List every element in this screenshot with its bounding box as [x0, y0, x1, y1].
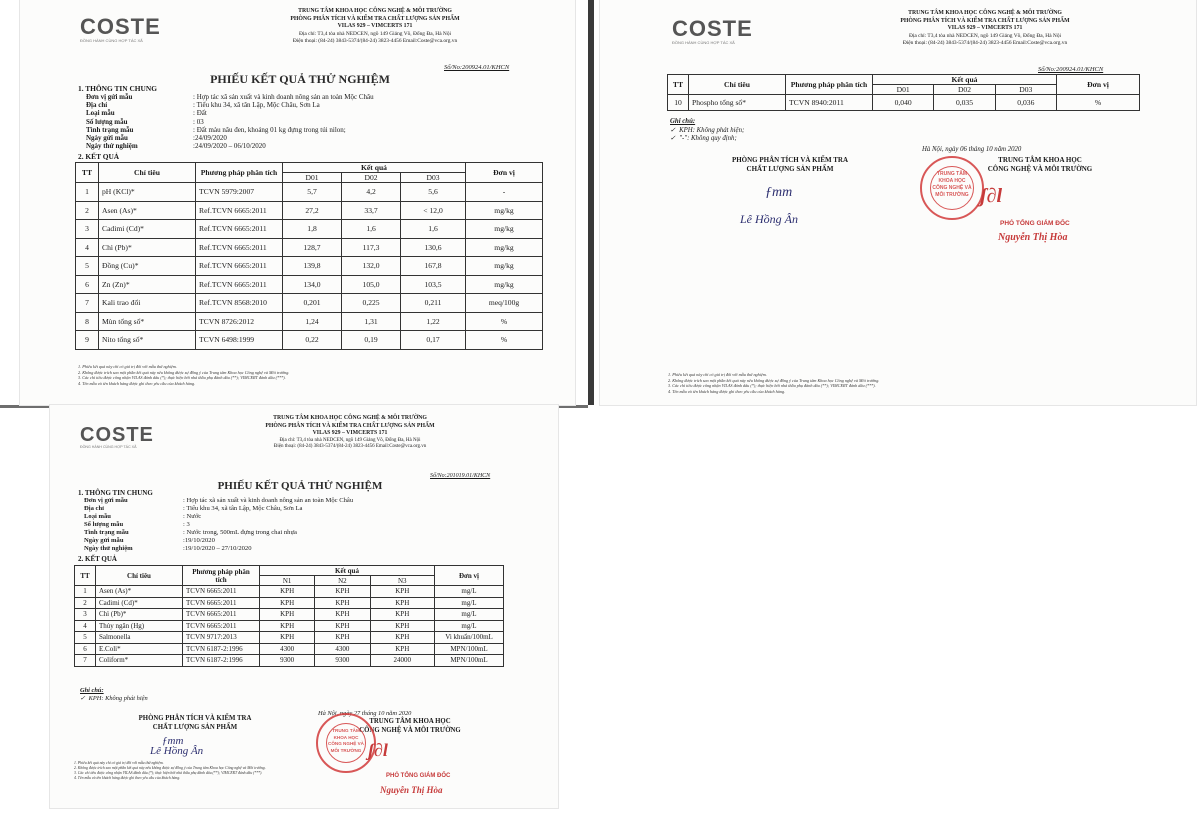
cell-param: E.Coli* — [96, 643, 183, 655]
cell-method: Ref.TCVN 6665:2011 — [196, 238, 283, 257]
info-row: Tình trạng mẫu : Nước trong, 500mL đựng trong chai nhựa — [84, 529, 297, 536]
cell-value: KPH — [370, 620, 434, 632]
cell-unit: mg/kg — [466, 201, 543, 220]
cell-tt: 9 — [76, 331, 99, 350]
cell-value: 9300 — [260, 655, 315, 667]
cell-value: 1,6 — [342, 220, 401, 239]
info-row: Số lượng mẫu : 3 — [84, 521, 190, 528]
info-row: Số lượng mẫu : 03 — [86, 117, 204, 126]
cell-param: Asen (As)* — [99, 201, 196, 220]
cell-value: 1,31 — [342, 312, 401, 331]
legend-item: KPH: Không phát hiện — [88, 695, 148, 702]
cell-method: Ref.TCVN 6665:2011 — [196, 220, 283, 239]
col-sample: D03 — [995, 85, 1056, 95]
cell-value: 0,040 — [873, 95, 934, 111]
vertical-divider — [588, 0, 594, 405]
cell-value: KPH — [315, 609, 370, 621]
report-number: Số/No:201019.01/KHCN — [430, 473, 491, 479]
notes-legend: Ghi chú: ✓ KPH: Không phát hiện; ✓ "-": Không quy định; — [670, 118, 745, 142]
cell-tt: 1 — [75, 586, 96, 598]
cell-value: KPH — [370, 643, 434, 655]
table-row — [76, 201, 543, 220]
cell-param: Cadimi (Cd)* — [96, 597, 183, 609]
col-method: Phương pháp phân tích — [183, 566, 260, 586]
director-signature: ʃ∂l — [368, 740, 388, 760]
cell-param: Cadimi (Cd)* — [99, 220, 196, 239]
cell-value: 9300 — [315, 655, 370, 667]
cell-value: 128,7 — [283, 238, 342, 257]
col-unit: Đơn vị — [466, 163, 543, 183]
section-general-info: 1. THÔNG TIN CHUNG — [78, 84, 157, 93]
deputy-director-title: PHÓ TỔNG GIÁM ĐỐC — [386, 773, 451, 779]
footnote: 3. Các chỉ tiêu được công nhận VILAS đánh dấu (*); thực hiện bởi nhà thầu phụ đánh dấu (**); VIMCERT đánh dấu (***). — [74, 771, 263, 775]
cell-param: Kali trao đổi — [99, 294, 196, 313]
footnote: 4. Tên mẫu và tên khách hàng được ghi theo yêu cầu của khách hàng. — [74, 776, 181, 780]
lab-signature: ƒmm — [765, 185, 793, 200]
cell-method: TCVN 6665:2011 — [183, 620, 260, 632]
cell-value: 1,22 — [401, 312, 466, 331]
lab-signer-name: Lê Hồng Ân — [740, 212, 798, 226]
coste-logo: COSTE ĐỒNG HÀNH CÙNG HỢP TÁC XÃ — [80, 424, 154, 449]
cell-unit: MPN/100mL — [435, 655, 504, 667]
cell-unit: % — [466, 312, 543, 331]
cell-value: 167,8 — [401, 257, 466, 276]
cell-value: 24000 — [370, 655, 434, 667]
cell-tt: 5 — [76, 257, 99, 276]
director-name: Nguyễn Thị Hòa — [380, 785, 443, 795]
cell-value: 0,225 — [342, 294, 401, 313]
notes-legend: Ghi chú: ✓ KPH: Không phát hiện — [80, 687, 148, 702]
cell-method: Ref.TCVN 8568:2010 — [196, 294, 283, 313]
cell-method: Ref.TCVN 6665:2011 — [196, 201, 283, 220]
cell-tt: 6 — [76, 275, 99, 294]
cell-param: Phospho tổng số* — [689, 95, 786, 111]
cell-unit: meq/100g — [466, 294, 543, 313]
report-number: Số/No:200924.01/KHCN — [444, 64, 510, 71]
cell-value: 130,6 — [401, 238, 466, 257]
lab-header: TRUNG TÂM KHOA HỌC CÔNG NGHỆ & MÔI TRƯỜNG PHÒNG PHÂN TÍCH VÀ KIỂM TRA CHẤT LƯỢNG SẢN PHẨM VILAS 929 – VIMCERTS 171 Địa chỉ: T3,4 tòa nhà NEDCEN, ngõ 149 Giảng Võ, Đống Đa, Hà Nội Điện thoại: (84-24) 3843-5374/(84-24) 3823-4456 Email:Coste@vca.org.vn — [900, 10, 1070, 46]
cell-value: 139,8 — [283, 257, 342, 276]
lab-signature-block: PHÒNG PHÂN TÍCH VÀ KIỂM TRA CHẤT LƯỢNG SẢN PHẨM — [731, 156, 849, 173]
cell-value: 1,6 — [401, 220, 466, 239]
cell-value: KPH — [370, 597, 434, 609]
coste-logo: COSTE ĐỒNG HÀNH CÙNG HỢP TÁC XÃ — [80, 14, 161, 43]
col-tt: TT — [76, 163, 99, 183]
table-row — [76, 275, 543, 294]
general-info-list — [86, 93, 374, 150]
cell-value: 0,211 — [401, 294, 466, 313]
notes-heading: Ghi chú: — [80, 687, 104, 694]
cell-value: KPH — [370, 632, 434, 644]
cell-param: Mùn tổng số* — [99, 312, 196, 331]
col-param: Chỉ tiêu — [99, 163, 196, 183]
section-results: 2. KẾT QUẢ — [78, 555, 117, 563]
cell-value: 27,2 — [283, 201, 342, 220]
cell-tt: 10 — [668, 95, 689, 111]
cell-value: 0,17 — [401, 331, 466, 350]
cell-unit: mg/L — [435, 620, 504, 632]
footnote: 3. Các chỉ tiêu được công nhận VILAS đánh dấu (*); thực hiện bởi nhà thầu phụ đánh dấu (**); VIMCERT đánh dấu (***). — [78, 375, 286, 380]
cell-value: 4,2 — [342, 183, 401, 202]
table-row — [75, 632, 504, 644]
col-sample: N2 — [315, 576, 370, 586]
cell-method: TCVN 6665:2011 — [183, 586, 260, 598]
footnote: 1. Phiếu kết quả này chỉ có giá trị đối với mẫu thử nghiệm. — [668, 372, 767, 377]
cell-method: TCVN 8726:2012 — [196, 312, 283, 331]
col-sample: D02 — [934, 85, 995, 95]
info-row: Tình trạng mẫu : Đất màu nâu đen, khoảng 01 kg đựng trong túi nilon; — [86, 125, 346, 134]
footnote: 1. Phiếu kết quả này chỉ có giá trị đối với mẫu thử nghiệm. — [74, 761, 164, 765]
deputy-director-title: PHÓ TỔNG GIÁM ĐỐC — [1000, 220, 1070, 227]
col-param: Chỉ tiêu — [96, 566, 183, 586]
table-row — [76, 220, 543, 239]
table-row — [76, 294, 543, 313]
cell-value: 1,24 — [283, 312, 342, 331]
footnote: 2. Không được trích sao một phần kết quả này nếu không được sự đồng ý của Trung tâm Khoa học Công nghệ và Môi trường. — [78, 369, 290, 375]
center-signature-block: TRUNG TÂM KHOA HỌC CÔNG NGHỆ VÀ MÔI TRƯỜNG — [359, 718, 461, 734]
cell-unit: MPN/100mL — [435, 643, 504, 655]
cell-value: 0,22 — [283, 331, 342, 350]
col-sample: D01 — [283, 173, 342, 183]
cell-value: KPH — [260, 609, 315, 621]
cell-param: pH (KCl)* — [99, 183, 196, 202]
cell-tt: 7 — [75, 655, 96, 667]
col-result: Kết quả — [873, 75, 1057, 85]
cell-unit: % — [1057, 95, 1140, 111]
lab-signature-block: PHÒNG PHÂN TÍCH VÀ KIỂM TRA CHẤT LƯỢNG SẢN PHẨM — [138, 715, 252, 731]
lab-header: TRUNG TÂM KHOA HỌC CÔNG NGHỆ & MÔI TRƯỜNG PHÒNG PHÂN TÍCH VÀ KIỂM TRA CHẤT LƯỢNG SẢN PHẨM VILAS 929 – VIMCERTS 171 Địa chỉ: T3,4 tòa nhà NEDCEN, ngõ 149 Giảng Võ, Đống Đa, Hà Nội Điện thoại: (84-24) 3843-5374/(84-24) 3823-4456 Email:Coste@vca.org.vn — [265, 415, 435, 450]
cell-param: Salmonella — [96, 632, 183, 644]
table-row — [76, 331, 543, 350]
cell-method: TCVN 6665:2011 — [183, 597, 260, 609]
cell-method: TCVN 5979:2007 — [196, 183, 283, 202]
cell-tt: 4 — [75, 620, 96, 632]
official-stamp: TRUNG TÂM KHOA HỌC CÔNG NGHỆ VÀ MÔI TRƯỜNG — [920, 156, 984, 220]
cell-value: 105,0 — [342, 275, 401, 294]
cell-value: KPH — [260, 620, 315, 632]
info-row: Địa chỉ : Tiểu khu 34, xã tân Lập, Mộc Châu, Sơn La — [84, 505, 303, 512]
cell-value: 117,3 — [342, 238, 401, 257]
cell-value: 0,201 — [283, 294, 342, 313]
cell-value: KPH — [370, 609, 434, 621]
cell-value: KPH — [315, 586, 370, 598]
cell-unit: mg/kg — [466, 275, 543, 294]
cell-method: TCVN 9717:2013 — [183, 632, 260, 644]
coste-logo: COSTE ĐỒNG HÀNH CÙNG HỢP TÁC XÃ — [672, 16, 753, 45]
cell-tt: 2 — [76, 201, 99, 220]
cell-value: 4300 — [315, 643, 370, 655]
cell-unit: mg/kg — [466, 257, 543, 276]
col-result: Kết quả — [260, 566, 435, 576]
cell-value: KPH — [260, 586, 315, 598]
official-stamp: TRUNG TÂM KHOA HỌC CÔNG NGHỆ VÀ MÔI TRƯỜNG — [316, 713, 376, 773]
results-table — [667, 74, 1140, 111]
col-unit: Đơn vị — [1057, 75, 1140, 95]
table-row — [75, 655, 504, 667]
cell-tt: 3 — [75, 609, 96, 621]
cell-unit: - — [466, 183, 543, 202]
col-sample: N3 — [370, 576, 434, 586]
cell-value: < 12,0 — [401, 201, 466, 220]
table-row — [75, 643, 504, 655]
report-page-soil-2 — [600, 0, 1196, 405]
footnote: 1. Phiếu kết quả này chỉ có giá trị đối với mẫu thử nghiệm. — [78, 364, 177, 369]
cell-method: TCVN 6187-2:1996 — [183, 643, 260, 655]
cell-param: Đồng (Cu)* — [99, 257, 196, 276]
cell-value: 5,6 — [401, 183, 466, 202]
results-table — [75, 162, 543, 350]
table-row — [668, 95, 1140, 111]
cell-unit: mg/L — [435, 586, 504, 598]
cell-unit: % — [466, 331, 543, 350]
cell-value: 0,035 — [934, 95, 995, 111]
cell-tt: 3 — [76, 220, 99, 239]
footnotes — [668, 372, 1138, 394]
col-sample: D03 — [401, 173, 466, 183]
report-title: PHIẾU KẾT QUẢ THỬ NGHIỆM — [217, 480, 383, 492]
cell-value: 5,7 — [283, 183, 342, 202]
cell-method: TCVN 6498:1999 — [196, 331, 283, 350]
section-results: 2. KẾT QUẢ — [78, 152, 120, 161]
cell-value: KPH — [315, 632, 370, 644]
table-row — [76, 238, 543, 257]
cell-value: 0,19 — [342, 331, 401, 350]
footnote: 4. Tên mẫu và tên khách hàng được ghi theo yêu cầu của khách hàng. — [78, 380, 196, 386]
table-row — [75, 597, 504, 609]
report-page-soil-1 — [20, 0, 575, 405]
report-page-water — [50, 405, 558, 808]
info-row: Ngày thử nghiệm :24/09/2020 – 06/10/2020 — [86, 142, 266, 151]
info-row: Đơn vị gửi mẫu : Hợp tác xã sản xuất và kinh doanh nông sản an toàn Mộc Châu — [86, 93, 374, 101]
cell-value: 1,8 — [283, 220, 342, 239]
cell-unit: mg/kg — [466, 238, 543, 257]
cell-unit: mg/L — [435, 609, 504, 621]
info-row: Ngày gửi mẫu :24/09/2020 — [86, 134, 227, 143]
info-row: Địa chỉ : Tiểu khu 34, xã tân Lập, Mộc Châu, Sơn La — [86, 101, 320, 110]
col-tt: TT — [75, 566, 96, 586]
table-row — [75, 609, 504, 621]
cell-tt: 4 — [76, 238, 99, 257]
cell-param: Nito tổng số* — [99, 331, 196, 350]
info-row: Ngày thử nghiệm :19/10/2020 – 27/10/2020 — [84, 545, 252, 552]
cell-tt: 5 — [75, 632, 96, 644]
cell-tt: 1 — [76, 183, 99, 202]
cell-tt: 6 — [75, 643, 96, 655]
cell-unit: mg/L — [435, 597, 504, 609]
col-result: Kết quả — [283, 163, 466, 173]
general-info-list — [84, 497, 353, 553]
info-row: Loại mẫu : Nước — [84, 513, 202, 520]
cell-method: TCVN 8940:2011 — [786, 95, 873, 111]
cell-tt: 8 — [76, 312, 99, 331]
cell-value: KPH — [260, 632, 315, 644]
cell-tt: 7 — [76, 294, 99, 313]
cell-value: KPH — [370, 586, 434, 598]
col-unit: Đơn vị — [435, 566, 504, 586]
table-row — [76, 183, 543, 202]
cell-unit: Vi khuẩn/100mL — [435, 632, 504, 644]
director-name: Nguyễn Thị Hòa — [998, 232, 1068, 243]
table-row — [75, 586, 504, 598]
notes-heading: Ghi chú: — [670, 118, 696, 125]
col-method: Phương pháp phân tích — [196, 163, 283, 183]
center-signature-block: TRUNG TÂM KHOA HỌC CÔNG NGHỆ VÀ MÔI TRƯỜNG — [987, 156, 1093, 173]
col-sample: D01 — [873, 85, 934, 95]
table-row — [75, 620, 504, 632]
section-general-info: 1. THÔNG TIN CHUNG — [78, 489, 153, 497]
cell-method: TCVN 6187-2:1996 — [183, 655, 260, 667]
info-row: Ngày gửi mẫu :19/10/2020 — [84, 537, 215, 544]
cell-param: Chì (Pb)* — [96, 609, 183, 621]
director-signature: ʃ∂l — [980, 185, 1003, 207]
cell-value: 103,5 — [401, 275, 466, 294]
info-row: Loại mẫu : Đất — [86, 109, 207, 118]
cell-param: Chì (Pb)* — [99, 238, 196, 257]
cell-value: KPH — [260, 597, 315, 609]
cell-method: Ref.TCVN 6665:2011 — [196, 257, 283, 276]
cell-value: 4300 — [260, 643, 315, 655]
table-row — [76, 257, 543, 276]
cell-param: Coliform* — [96, 655, 183, 667]
cell-method: Ref.TCVN 6665:2011 — [196, 275, 283, 294]
footnotes — [74, 761, 314, 781]
report-number: Số/No:200924.01/KHCN — [1038, 66, 1104, 73]
cell-value: 33,7 — [342, 201, 401, 220]
table-row — [76, 312, 543, 331]
col-sample: D02 — [342, 173, 401, 183]
report-title: PHIẾU KẾT QUẢ THỬ NGHIỆM — [210, 72, 390, 86]
col-param: Chỉ tiêu — [689, 75, 786, 95]
info-row: Đơn vị gửi mẫu : Hợp tác xã sản xuất và kinh doanh nông sản an toàn Mộc Châu — [84, 497, 354, 504]
cell-method: TCVN 6665:2011 — [183, 609, 260, 621]
col-tt: TT — [668, 75, 689, 95]
cell-param: Zn (Zn)* — [99, 275, 196, 294]
footnote: 3. Các chỉ tiêu được công nhận VILAS đánh dấu (*); thực hiện bởi nhà thầu phụ đánh dấu (**); VIMCERT đánh dấu (***). — [668, 383, 876, 388]
cell-value: 132,0 — [342, 257, 401, 276]
issue-date: Hà Nội, ngày 27 tháng 10 năm 2020 — [318, 710, 412, 717]
issue-date: Hà Nội, ngày 06 tháng 10 năm 2020 — [922, 146, 1022, 153]
cell-tt: 2 — [75, 597, 96, 609]
cell-value: KPH — [315, 620, 370, 632]
footnote: 4. Tên mẫu và tên khách hàng được ghi theo yêu cầu của khách hàng. — [668, 388, 786, 394]
cell-param: Asen (As)* — [96, 586, 183, 598]
results-table — [74, 565, 504, 667]
cell-value: 0,036 — [995, 95, 1056, 111]
footnote: 2. Không được trích sao một phần kết quả này nếu không được sự đồng ý của Trung tâm Khoa học Công nghệ và Môi trường. — [668, 377, 880, 383]
cell-value: 134,0 — [283, 275, 342, 294]
cell-param: Thủy ngân (Hg) — [96, 620, 183, 632]
cell-value: KPH — [315, 597, 370, 609]
col-method: Phương pháp phân tích — [786, 75, 873, 95]
footnotes — [78, 364, 538, 386]
legend-item: "-": Không quy định; — [679, 135, 737, 142]
footnote: 2. Không được trích sao một phần kết quả này nếu không được sự đồng ý của Trung tâm Khoa học Công nghệ và Môi trường. — [74, 766, 266, 770]
lab-signer-name: Lê Hồng Ân — [150, 745, 204, 757]
lab-signature: ƒmm — [162, 735, 184, 747]
legend-item: KPH: Không phát hiện; — [679, 126, 745, 134]
lab-header: TRUNG TÂM KHOA HỌC CÔNG NGHỆ & MÔI TRƯỜNG PHÒNG PHÂN TÍCH VÀ KIỂM TRA CHẤT LƯỢNG SẢN PHẨM VILAS 929 – VIMCERTS 171 Địa chỉ: T3,4 tòa nhà NEDCEN, ngõ 149 Giảng Võ, Đống Đa, Hà Nội Điện thoại: (84-24) 3843-5374/(84-24) 3823-4456 Email:Coste@vca.org.vn — [290, 8, 460, 44]
cell-unit: mg/kg — [466, 220, 543, 239]
col-sample: N1 — [260, 576, 315, 586]
